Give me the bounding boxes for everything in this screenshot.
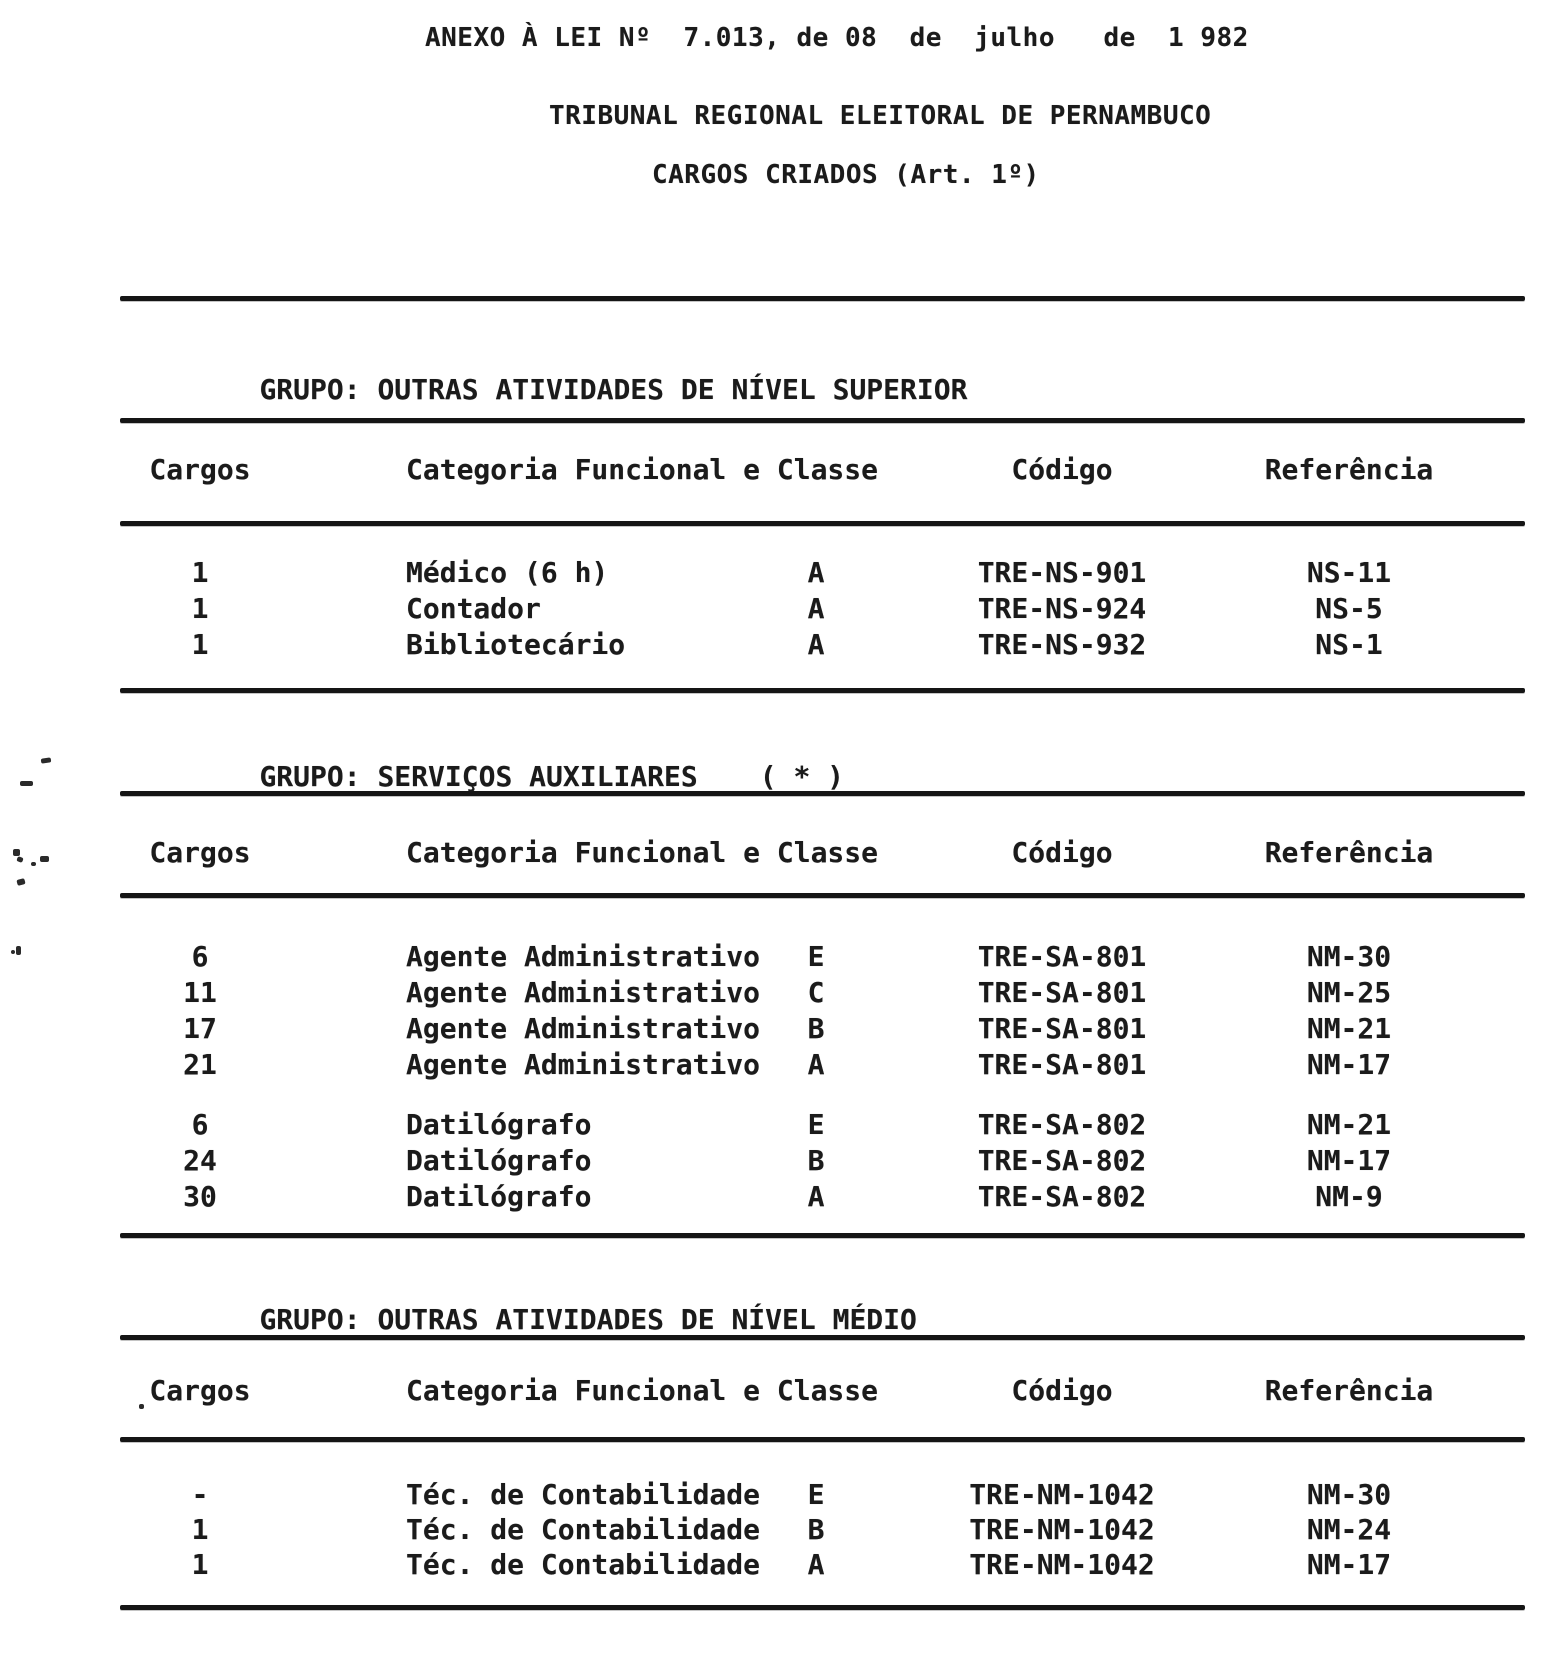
cell-codigo: TRE-NM-1042 — [969, 1478, 1155, 1511]
cell-cargos: - — [191, 1478, 209, 1511]
cell-categoria: Datilógrafo — [406, 1108, 592, 1141]
table-row — [0, 1513, 1567, 1548]
table-row — [0, 1180, 1567, 1216]
table-row — [0, 1108, 1567, 1144]
cell-categoria: Agente Administrativo — [406, 976, 761, 1009]
scan-speck — [40, 856, 49, 862]
column-header-categoria: Categoria Funcional e Classe — [406, 1374, 879, 1407]
column-header-categoria: Categoria Funcional e Classe — [406, 453, 879, 486]
cell-classe: B — [807, 1012, 825, 1045]
cell-codigo: TRE-SA-801 — [977, 976, 1147, 1009]
cell-referencia: NM-25 — [1306, 976, 1392, 1009]
cell-cargos: 6 — [191, 940, 209, 973]
scan-speck — [11, 950, 15, 954]
cell-referencia: NM-21 — [1306, 1108, 1392, 1141]
cell-categoria: Téc. de Contabilidade — [406, 1478, 761, 1511]
cell-cargos: 24 — [183, 1144, 217, 1177]
cell-classe: A — [807, 592, 825, 625]
row-block — [0, 940, 1567, 1084]
cell-referencia: NM-17 — [1306, 1548, 1392, 1581]
cell-codigo: TRE-NS-901 — [977, 556, 1147, 589]
cell-cargos: 30 — [183, 1180, 217, 1213]
cell-codigo: TRE-NS-932 — [977, 628, 1147, 661]
table-body-nivel-superior — [0, 556, 1567, 664]
table-body-servicos-auxiliares — [0, 940, 1567, 1216]
column-header-referencia: Referência — [1264, 453, 1434, 486]
cell-cargos: 1 — [191, 628, 209, 661]
cell-categoria: Agente Administrativo — [406, 940, 761, 973]
group-heading-nivel-medio — [192, 1270, 917, 1369]
cell-codigo: TRE-SA-802 — [977, 1108, 1147, 1141]
scan-speck — [41, 757, 52, 763]
row-block — [0, 1108, 1567, 1216]
table-row — [0, 1478, 1567, 1513]
cell-referencia: NM-30 — [1306, 940, 1392, 973]
column-header-codigo: Código — [1011, 1374, 1113, 1407]
horizontal-rule — [120, 521, 1525, 526]
scan-speck — [16, 946, 21, 955]
row-block — [0, 556, 1567, 664]
row-block — [0, 1478, 1567, 1583]
cell-classe: C — [807, 976, 825, 1009]
cell-referencia: NS-1 — [1315, 628, 1383, 661]
cell-cargos: 1 — [191, 1513, 209, 1546]
group-heading-note: ( * ) — [759, 760, 845, 793]
cell-classe: E — [807, 1108, 825, 1141]
cell-referencia: NS-5 — [1315, 592, 1383, 625]
cell-cargos: 11 — [183, 976, 217, 1009]
cell-codigo: TRE-SA-802 — [977, 1144, 1147, 1177]
document-subtitle-court: TRIBUNAL REGIONAL ELEITORAL DE PERNAMBUCO — [549, 101, 1212, 131]
group-heading-label: GRUPO: OUTRAS ATIVIDADES DE NÍVEL MÉDIO — [259, 1303, 917, 1336]
table-row — [0, 592, 1567, 628]
cell-classe: B — [807, 1513, 825, 1546]
cell-codigo: TRE-NM-1042 — [969, 1513, 1155, 1546]
horizontal-rule — [120, 296, 1525, 301]
table-body-nivel-medio — [0, 1478, 1567, 1583]
group-heading-label: GRUPO: SERVIÇOS AUXILIARES — [259, 760, 698, 793]
column-header-categoria: Categoria Funcional e Classe — [406, 836, 879, 869]
table-row — [0, 1012, 1567, 1048]
cell-classe: A — [807, 1548, 825, 1581]
cell-referencia: NM-17 — [1306, 1144, 1392, 1177]
scan-speck — [16, 856, 23, 863]
table-row — [0, 1048, 1567, 1084]
scan-speck — [31, 862, 36, 866]
cell-referencia: NM-24 — [1306, 1513, 1392, 1546]
cell-codigo: TRE-NS-924 — [977, 592, 1147, 625]
cell-categoria: Téc. de Contabilidade — [406, 1513, 761, 1546]
cell-categoria: Téc. de Contabilidade — [406, 1548, 761, 1581]
horizontal-rule — [120, 1605, 1525, 1610]
cell-cargos: 6 — [191, 1108, 209, 1141]
horizontal-rule — [120, 893, 1525, 898]
table-row — [0, 976, 1567, 1012]
cell-codigo: TRE-SA-801 — [977, 1048, 1147, 1081]
column-header-cargos: Cargos — [149, 836, 251, 869]
column-header-cargos: Cargos — [149, 1374, 251, 1407]
cell-referencia: NM-17 — [1306, 1048, 1392, 1081]
cell-categoria: Médico (6 h) — [406, 556, 609, 589]
cell-cargos: 1 — [191, 592, 209, 625]
cell-cargos: 1 — [191, 556, 209, 589]
group-heading-nivel-superior — [192, 340, 967, 439]
cell-codigo: TRE-SA-801 — [977, 940, 1147, 973]
cell-classe: A — [807, 1048, 825, 1081]
cell-classe: E — [807, 1478, 825, 1511]
document-subtitle-cargos: CARGOS CRIADOS (Art. 1º) — [652, 160, 1040, 190]
group-heading-label: GRUPO: OUTRAS ATIVIDADES DE NÍVEL SUPERIOR — [259, 373, 968, 406]
cell-cargos: 21 — [183, 1048, 217, 1081]
column-header-cargos: Cargos — [149, 453, 251, 486]
horizontal-rule — [120, 1437, 1525, 1442]
cell-classe: B — [807, 1144, 825, 1177]
table-row — [0, 1144, 1567, 1180]
cell-categoria: Agente Administrativo — [406, 1048, 761, 1081]
cell-categoria: Datilógrafo — [406, 1180, 592, 1213]
table-row — [0, 940, 1567, 976]
column-header-referencia: Referência — [1264, 1374, 1434, 1407]
table-row — [0, 628, 1567, 664]
cell-categoria: Agente Administrativo — [406, 1012, 761, 1045]
scan-speck — [13, 849, 20, 856]
horizontal-rule — [120, 1233, 1525, 1238]
cell-classe: A — [807, 628, 825, 661]
cell-cargos: 17 — [183, 1012, 217, 1045]
scan-speck — [16, 878, 25, 886]
horizontal-rule — [120, 688, 1525, 693]
cell-categoria: Datilógrafo — [406, 1144, 592, 1177]
cell-classe: A — [807, 556, 825, 589]
cell-codigo: TRE-SA-802 — [977, 1180, 1147, 1213]
table-row — [0, 1548, 1567, 1583]
scan-speck — [20, 781, 33, 786]
cell-categoria: Contador — [406, 592, 541, 625]
document-title: ANEXO À LEI Nº 7.013, de 08 de julho de 1 982 — [425, 23, 1249, 53]
cell-referencia: NS-11 — [1306, 556, 1392, 589]
scan-speck — [139, 1404, 144, 1409]
column-header-referencia: Referência — [1264, 836, 1434, 869]
cell-categoria: Bibliotecário — [406, 628, 626, 661]
cell-referencia: NM-9 — [1315, 1180, 1383, 1213]
cell-classe: E — [807, 940, 825, 973]
cell-classe: A — [807, 1180, 825, 1213]
cell-cargos: 1 — [191, 1548, 209, 1581]
table-row — [0, 556, 1567, 592]
column-header-codigo: Código — [1011, 836, 1113, 869]
group-heading-servicos-auxiliares — [192, 727, 844, 826]
cell-codigo: TRE-SA-801 — [977, 1012, 1147, 1045]
column-header-codigo: Código — [1011, 453, 1113, 486]
cell-referencia: NM-30 — [1306, 1478, 1392, 1511]
cell-referencia: NM-21 — [1306, 1012, 1392, 1045]
cell-codigo: TRE-NM-1042 — [969, 1548, 1155, 1581]
